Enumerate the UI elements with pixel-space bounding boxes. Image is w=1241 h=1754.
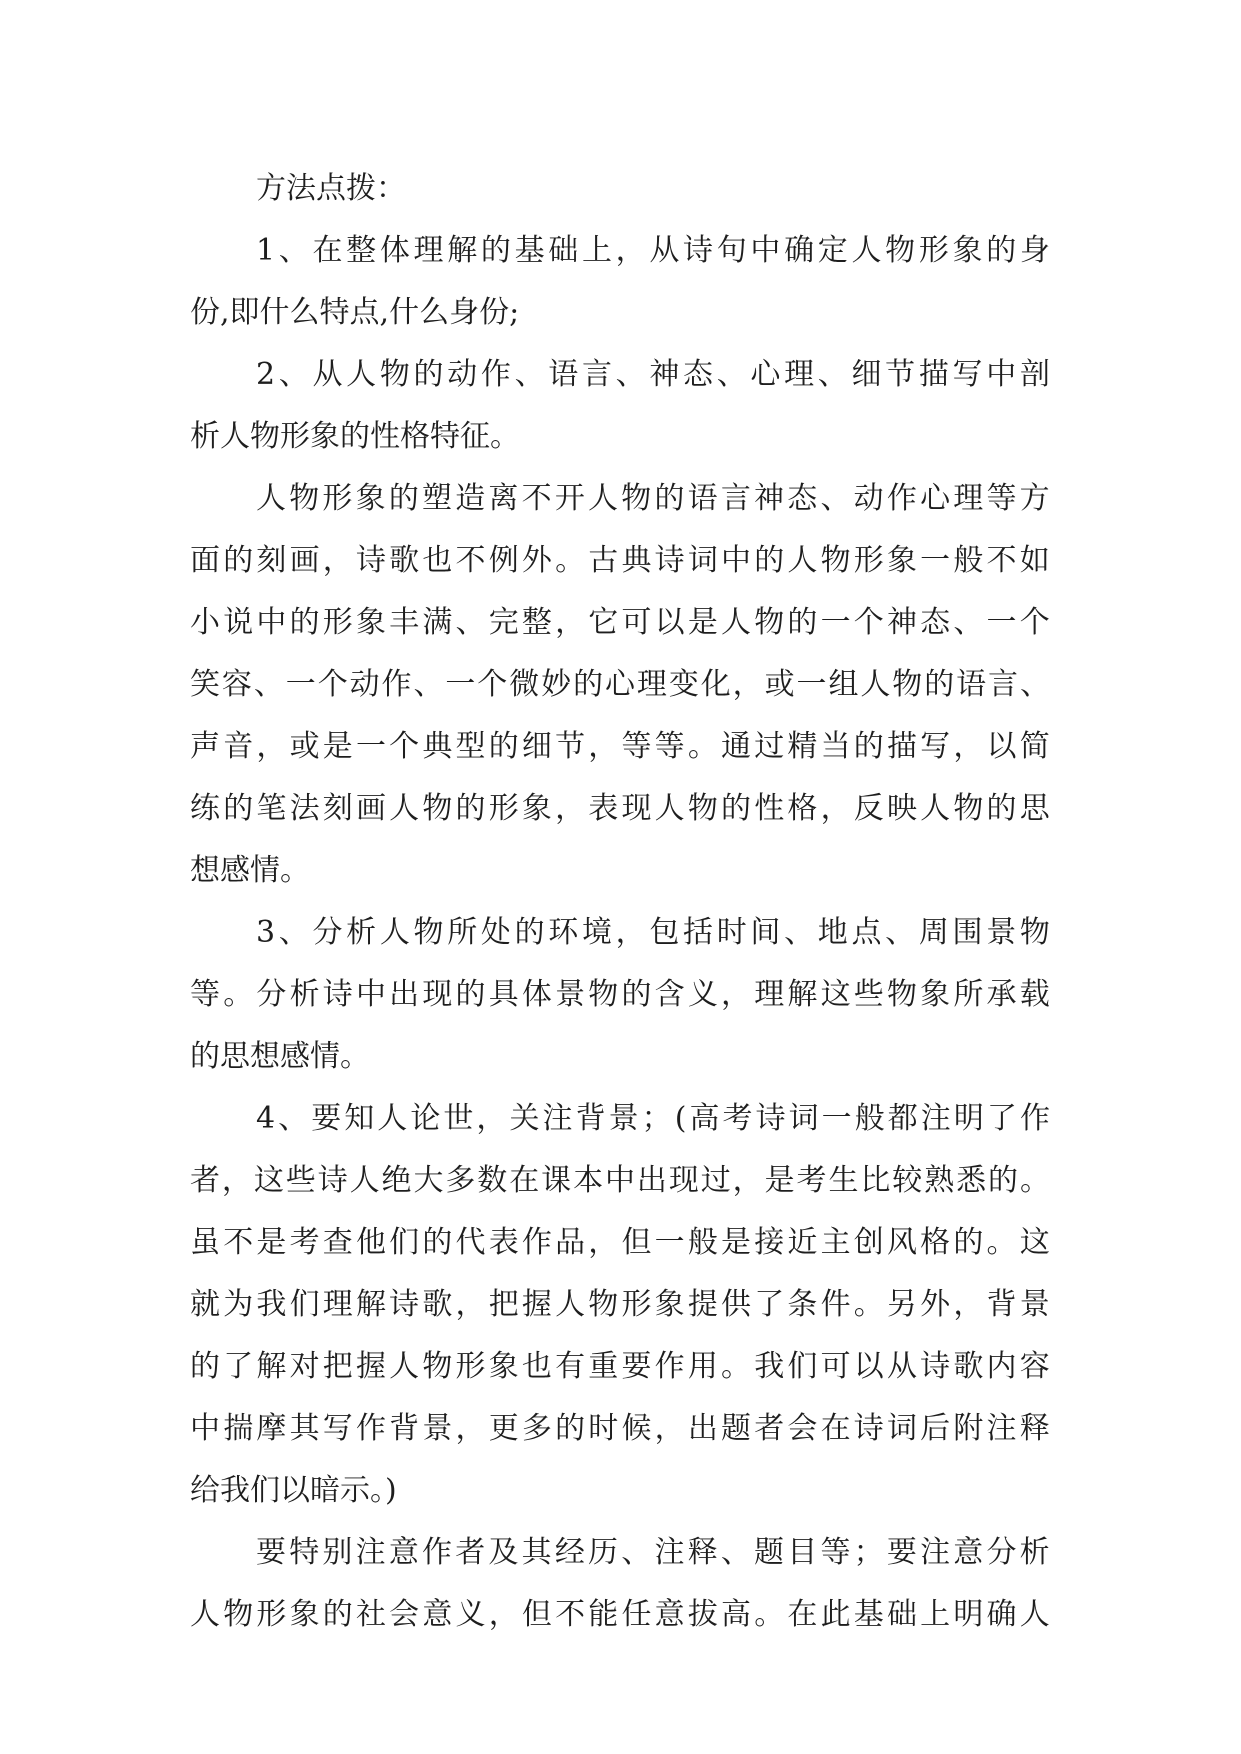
text-line: 就 为 我 们 理 解 诗 歌 ， 把 握 人 物 形 象 提 供 了 条 件 。 另 外 ， 背 景 <box>190 1287 1050 1322</box>
text-line: 的思想感情。 <box>190 1039 370 1074</box>
text-line: 份,即什么特点,什么身份; <box>190 295 520 330</box>
text-line: 人 物 形 象 的 塑 造 离 不 开 人 物 的 语 言 神 态 、 动 作 心 理 等 方 <box>256 481 1050 516</box>
text-line: 2 、 从 人 物 的 动 作 、 语 言 、 神 态 、 心 理 、 细 节 描 写 中 剖 <box>256 357 1050 392</box>
text-line: 虽 不 是 考 查 他 们 的 代 表 作 品 ， 但 一 般 是 接 近 主 创 风 格 的 。 这 <box>190 1225 1050 1260</box>
document-page <box>190 158 1050 1646</box>
text-line: 3 、 分 析 人 物 所 处 的 环 境 ， 包 括 时 间 、 地 点 、 周 围 景 物 <box>256 915 1050 950</box>
text-line: 人 物 形 象 的 社 会 意 义 ， 但 不 能 任 意 拔 高 。 在 此 基 础 上 明 确 人 <box>190 1597 1050 1632</box>
text-line: 笑 容 、 一 个 动 作 、 一 个 微 妙 的 心 理 变 化 ， 或 一 组 人 物 的 语 言 、 <box>190 667 1050 702</box>
text-line: 小 说 中 的 形 象 丰 满 、 完 整 ， 它 可 以 是 人 物 的 一 个 神 态 、 一 个 <box>190 605 1050 640</box>
text-line: 1 、 在 整 体 理 解 的 基 础 上 ， 从 诗 句 中 确 定 人 物 形 象 的 身 <box>256 233 1050 268</box>
text-line: 练 的 笔 法 刻 画 人 物 的 形 象 ， 表 现 人 物 的 性 格 ， 反 映 人 物 的 思 <box>190 791 1050 826</box>
text-line: 者 ， 这 些 诗 人 绝 大 多 数 在 课 本 中 出 现 过 ， 是 考 生 比 较 熟 悉 的 。 <box>190 1163 1050 1198</box>
text-line: 方法点拨： <box>256 171 406 206</box>
text-line: 面 的 刻 画 ， 诗 歌 也 不 例 外 。 古 典 诗 词 中 的 人 物 形 象 一 般 不 如 <box>190 543 1050 578</box>
text-line: 等 。 分 析 诗 中 出 现 的 具 体 景 物 的 含 义 ， 理 解 这 些 物 象 所 承 载 <box>190 977 1050 1012</box>
text-line: 给我们以暗示。) <box>190 1473 397 1508</box>
text-line: 要 特 别 注 意 作 者 及 其 经 历 、 注 释 、 题 目 等 ； 要 注 意 分 析 <box>256 1535 1050 1570</box>
text-line: 4 、 要 知 人 论 世 ， 关 注 背 景 ； ( 高 考 诗 词 一 般 都 注 明 了 作 <box>256 1101 1050 1136</box>
text-line: 析人物形象的性格特征。 <box>190 419 520 454</box>
text-line: 的 了 解 对 把 握 人 物 形 象 也 有 重 要 作 用 。 我 们 可 以 从 诗 歌 内 容 <box>190 1349 1050 1384</box>
text-line: 想感情。 <box>190 853 310 888</box>
text-line: 中 揣 摩 其 写 作 背 景 ， 更 多 的 时 候 ， 出 题 者 会 在 诗 词 后 附 注 释 <box>190 1411 1050 1446</box>
text-line: 声 音 ， 或 是 一 个 典 型 的 细 节 ， 等 等 。 通 过 精 当 的 描 写 ， 以 简 <box>190 729 1050 764</box>
